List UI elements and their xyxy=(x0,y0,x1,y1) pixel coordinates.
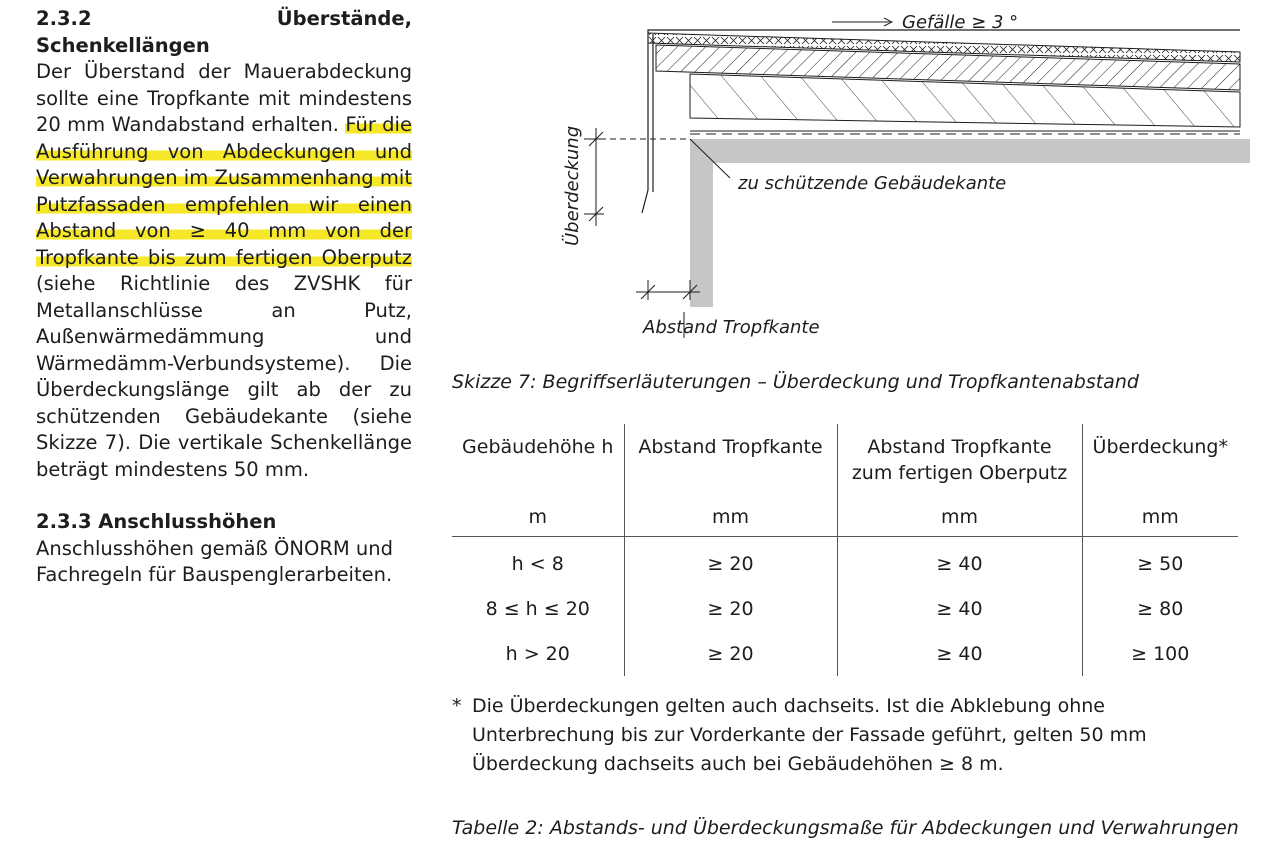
table-footnote xyxy=(452,692,1242,779)
table-cell: h > 20 xyxy=(452,631,624,676)
table-cell: ≥ 40 xyxy=(837,631,1082,676)
drip-distance-label: Abstand Tropfkante xyxy=(643,317,820,338)
section-2-3-3 xyxy=(36,509,412,589)
table-cell: ≥ 40 xyxy=(837,537,1082,587)
wall-top-slab xyxy=(690,139,1250,163)
unit-cell: m xyxy=(452,498,624,537)
section-paragraph-2-3-3: Anschlusshöhen gemäß ÖNORM und Fachregeln für Bauspenglerarbeiten. xyxy=(36,536,393,586)
table-cell: ≥ 20 xyxy=(624,537,837,587)
left-text-column xyxy=(36,6,412,589)
header-drip-to-plaster: Abstand Tropfkante zum fertigen Oberputz xyxy=(837,424,1082,498)
table-row xyxy=(452,631,1238,676)
section-paragraph-2-3-2 xyxy=(36,59,412,483)
table-header-row xyxy=(452,424,1238,498)
table-cell: ≥ 80 xyxy=(1137,597,1184,620)
table-caption: Tabelle 2: Abstands- und Überdeckungsmaße für Abdeckungen und Verwahrungen xyxy=(452,817,1239,839)
table-cell: 8 ≤ h ≤ 20 xyxy=(452,586,624,631)
unit-cell: mm xyxy=(624,498,837,537)
header-overlap: Überdeckung* xyxy=(1092,436,1228,458)
table-row xyxy=(452,537,1238,587)
table-cell: ≥ 40 xyxy=(837,586,1082,631)
paragraph-text-continued: (siehe Richtlinie des ZVSHK für Metallanschlüsse an Putz, Außenwärmedämmung und Wärmedämm-Verbundsysteme). Die Überdeckungslänge gilt ab der zu schützenden Gebäudekante (siehe Skizze 7). Die vertikale Schenkellänge beträgt mindestens 50 mm. xyxy=(36,272,412,481)
overlap-label: Überdeckung xyxy=(562,125,583,246)
table-cell: ≥ 20 xyxy=(624,631,837,676)
paragraph-text: Der Überstand der Mauerabdeckung sollte eine Tropfkante mit mindestens 20 mm Wandabstand erhalten. xyxy=(36,60,412,136)
header-drip-distance: Abstand Tropfkante xyxy=(624,424,837,498)
sketch-caption: Skizze 7: Begriffserläuterungen – Überdeckung und Tropfkantenabstand xyxy=(452,371,1139,393)
table-units-row xyxy=(452,498,1238,537)
unit-cell: mm xyxy=(1082,498,1238,537)
footnote-marker: * xyxy=(452,695,462,717)
header-building-height: Gebäudehöhe h xyxy=(452,424,624,498)
dimensions-table xyxy=(452,424,1238,676)
unit-cell: mm xyxy=(837,498,1082,537)
section-heading-2-3-2: 2.3.2 Überstände, Schenkellängen xyxy=(36,7,412,57)
table-cell: ≥ 20 xyxy=(624,586,837,631)
highlighted-text: Für die Ausführung von Abdeckungen und Verwahrungen im Zusammenhang mit Putzfassaden empfehlen wir einen Abstand von ≥ 40 mm von der Tropfkante bis zum fertigen Oberputz xyxy=(36,113,412,269)
table-cell: ≥ 100 xyxy=(1131,642,1190,665)
section-heading-2-3-3: 2.3.3 Anschlusshöhen xyxy=(36,510,277,533)
footnote-text: Die Überdeckungen gelten auch dachseits. Ist die Abklebung ohne Unterbrechung bis zur Vorderkante der Fassade geführt, gelten 50 mm Überdeckung dachseits auch bei Gebäudehöhen ≥ 8 m. xyxy=(472,695,1147,775)
slope-label: Gefälle ≥ 3 ° xyxy=(902,12,1019,33)
wall-vertical xyxy=(690,139,713,307)
sketch-drawing xyxy=(540,0,1250,345)
table-cell: ≥ 50 xyxy=(1137,552,1184,575)
building-edge-label: zu schützende Gebäudekante xyxy=(738,173,1007,194)
table-row xyxy=(452,586,1238,631)
table-cell: h < 8 xyxy=(452,537,624,587)
